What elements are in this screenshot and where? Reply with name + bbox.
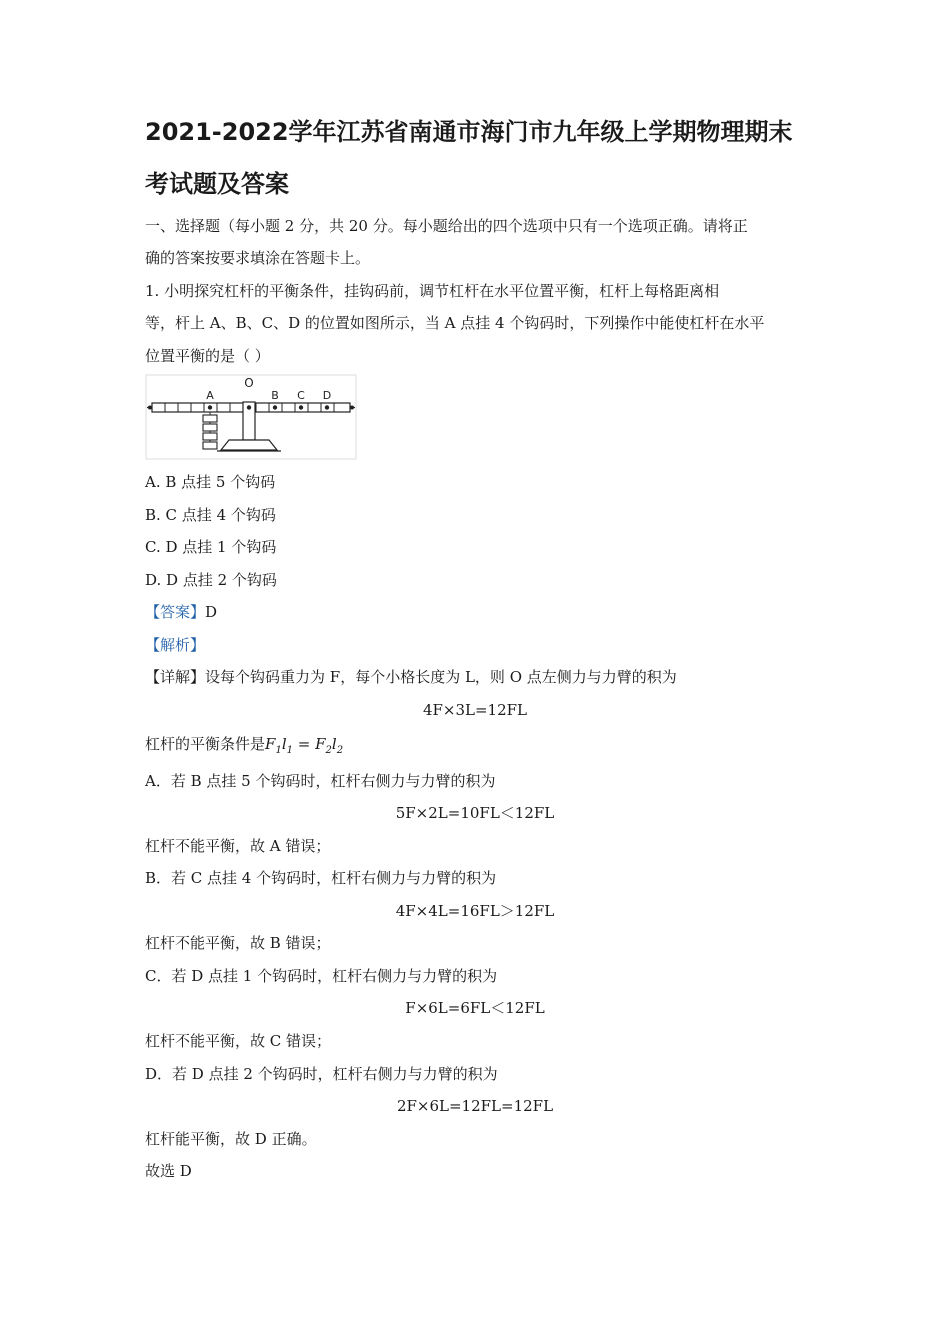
detail-text: 设每个钩码重力为 F，每个小格长度为 L，则 O 点左侧力与力臂的积为	[205, 668, 677, 686]
case-a-formula: 5F×2L=10FL＜12FL	[395, 804, 555, 822]
answer-tag: 【答案】	[145, 603, 206, 621]
document-title-line2: 考试题及答案	[145, 170, 289, 198]
case-d-line: D．若 D 点挂 2 个钩码时，杠杆右侧力与力臂的积为	[145, 1065, 498, 1083]
point-a-marker	[208, 405, 212, 409]
case-a-result: 杠杆不能平衡，故 A 错误；	[145, 837, 331, 855]
conclusion: 故选 D	[145, 1162, 192, 1180]
case-a-line: A．若 B 点挂 5 个钩码时，杠杆右侧力与力臂的积为	[145, 772, 496, 790]
option-b: B. C 点挂 4 个钩码	[145, 506, 276, 524]
question-stem-line2: 等，杆上 A、B、C、D 的位置如图所示，当 A 点挂 4 个钩码时，下列操作中能使杠杆在水平	[145, 314, 765, 332]
option-a: A. B 点挂 5 个钩码	[145, 473, 276, 491]
pivot-point	[247, 405, 251, 409]
case-c-formula: F×6L=6FL＜12FL	[405, 999, 545, 1017]
point-d-marker	[325, 405, 329, 409]
case-c-result: 杠杆不能平衡，故 C 错误；	[145, 1032, 332, 1050]
formula-left-moment: 4F×3L=12FL	[422, 701, 528, 719]
lever-figure	[145, 374, 357, 460]
option-c: C. D 点挂 1 个钩码	[145, 538, 277, 556]
balance-condition-formula: $F_1l_1 = F_2l_2$	[265, 735, 344, 756]
question-stem-line3: 位置平衡的是（ ）	[145, 347, 270, 365]
balance-condition-prefix: 杠杆的平衡条件是	[145, 735, 266, 753]
case-b-formula: 4F×4L=16FL＞12FL	[395, 902, 555, 920]
analysis-tag: 【解析】	[145, 636, 206, 654]
label-b: B	[271, 389, 279, 402]
case-d-formula: 2F×6L=12FL=12FL	[396, 1097, 554, 1115]
case-c-line: C．若 D 点挂 1 个钩码时，杠杆右侧力与力臂的积为	[145, 967, 498, 985]
point-c-marker	[299, 405, 303, 409]
section-intro-line2: 确的答案按要求填涂在答题卡上。	[145, 249, 371, 267]
label-c: C	[297, 389, 305, 402]
section-intro-line1: 一、选择题（每小题 2 分，共 20 分。每小题给出的四个选项中只有一个选项正确。请将正	[145, 217, 748, 235]
option-d: D. D 点挂 2 个钩码	[145, 571, 277, 589]
answer-value: D	[205, 603, 218, 621]
answer-line	[145, 602, 217, 622]
document-title-line1: 2021-2022学年江苏省南通市海门市九年级上学期物理期末	[145, 118, 793, 146]
lever-stand-base	[221, 440, 277, 450]
label-o: O	[244, 376, 254, 390]
case-b-result: 杠杆不能平衡，故 B 错误；	[145, 934, 331, 952]
label-a: A	[206, 389, 214, 402]
case-b-line: B．若 C 点挂 4 个钩码时，杠杆右侧力与力臂的积为	[145, 869, 497, 887]
detail-line	[145, 667, 677, 687]
point-b-marker	[273, 405, 277, 409]
label-d: D	[322, 389, 332, 402]
balance-condition-line	[145, 734, 343, 761]
question-stem-line1: 1. 小明探究杠杆的平衡条件，挂钩码前，调节杠杆在水平位置平衡，杠杆上每格距离相	[145, 282, 720, 300]
case-d-result: 杠杆能平衡，故 D 正确。	[145, 1130, 317, 1148]
detail-tag: 【详解】	[145, 668, 206, 686]
